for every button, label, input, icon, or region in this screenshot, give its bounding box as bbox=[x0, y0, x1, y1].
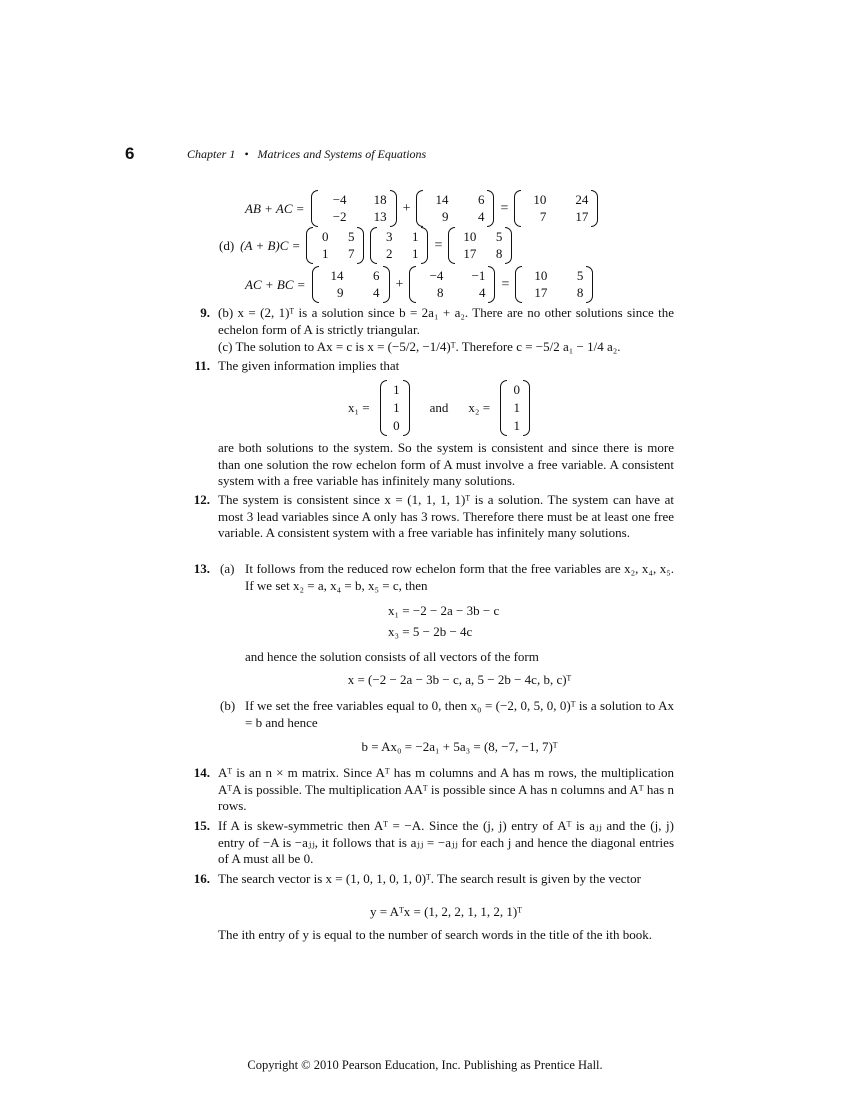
exercise-number: 16. bbox=[193, 871, 210, 886]
matrix-entry: −4 bbox=[429, 268, 444, 283]
part-label: (d) bbox=[219, 237, 235, 253]
matrix-entry: 10 bbox=[463, 229, 477, 244]
matrix-entry: 5 bbox=[495, 229, 503, 244]
equation-d: (d) (A + B)C = 0 5 1 7 3 1 2 1 = 10 5 17 8 bbox=[219, 229, 512, 262]
matrix-entry: 14 bbox=[330, 268, 344, 283]
matrix-entry: 7 bbox=[539, 209, 547, 224]
matrix-entry: 14 bbox=[435, 192, 449, 207]
matrix-entry: −4 bbox=[332, 192, 347, 207]
matrix-entry: 17 bbox=[575, 209, 589, 224]
matrix-entry: 1 bbox=[411, 246, 419, 261]
vector-entry: 0 bbox=[393, 418, 400, 433]
matrix bbox=[311, 192, 397, 225]
matrix bbox=[370, 229, 428, 262]
matrix-entry: 8 bbox=[495, 246, 503, 261]
matrix bbox=[448, 229, 512, 262]
equation-b: b = Ax₀ = −2a₁ + 5a₃ = (8, −7, −1, 7)ᵀ bbox=[361, 739, 558, 754]
matrix-entry: 4 bbox=[373, 285, 380, 300]
equation-x3: x₃ = 5 − 2b − 4c bbox=[388, 624, 473, 639]
page-number: 6 bbox=[125, 144, 135, 163]
equation-x1: x₁ = −2 − 2a − 3b − c bbox=[388, 603, 500, 618]
exercise-13-a: It follows from the reduced row echelon form that the free variables are x₂, x₄, x₅. If we set x₂ = a, x₄ = b, x₅ = c, then bbox=[245, 561, 674, 593]
vector-entry: 1 bbox=[393, 400, 400, 415]
equation-lhs: (A + B)C = bbox=[240, 237, 301, 253]
matrix-entry: −2 bbox=[332, 209, 347, 224]
equation-x-general: x = (−2 − 2a − 3b − c, a, 5 − 2b − 4c, b, c)ᵀ bbox=[347, 672, 572, 687]
matrix-entry: 17 bbox=[534, 285, 548, 300]
matrix-entry: 3 bbox=[385, 229, 393, 244]
exercise-11-text: are both solutions to the system. So the system is consistent and since there is more than one solution the row echelon form of A must involve a free variable. A consistent system with a free variable has infinitely many solutions. bbox=[218, 440, 674, 488]
matrix-entry: 8 bbox=[576, 285, 584, 300]
part-label: (a) bbox=[220, 561, 235, 576]
exercise-16-text: The search vector is x = (1, 0, 1, 0, 1, 0)ᵀ. The search result is given by the vector bbox=[218, 871, 641, 886]
exercise-number: 11. bbox=[194, 358, 210, 373]
matrix-entry: 8 bbox=[436, 285, 444, 300]
exercise-number: 9. bbox=[200, 305, 210, 320]
copyright-footer: Copyright © 2010 Pearson Education, Inc. Publishing as Prentice Hall. bbox=[247, 1058, 603, 1072]
matrix-entry: 10 bbox=[533, 192, 547, 207]
exercise-number: 12. bbox=[193, 492, 210, 507]
vector-entry: 1 bbox=[513, 400, 521, 415]
chapter-title: Matrices and Systems of Equations bbox=[257, 147, 427, 161]
matrix-entry: 5 bbox=[347, 229, 355, 244]
vector-entry: 1 bbox=[513, 418, 521, 433]
vector-x2 bbox=[500, 382, 530, 434]
matrix-entry: 6 bbox=[373, 268, 380, 283]
matrix-entry: 9 bbox=[441, 209, 449, 224]
exercise-9-b: (b) x = (2, 1)ᵀ is a solution since b = 2a₁ + a₂. There are no other solutions since the echelon form of A is strictly triangular. bbox=[218, 305, 674, 337]
matrix-entry: 1 bbox=[411, 229, 419, 244]
matrix-entry: 5 bbox=[576, 268, 584, 283]
matrix-entry: −1 bbox=[471, 268, 486, 283]
part-label: (b) bbox=[220, 698, 236, 713]
exercise-number: 14. bbox=[193, 765, 210, 780]
matrix-entry: 13 bbox=[373, 209, 387, 224]
matrix-entry: 10 bbox=[534, 268, 548, 283]
and-word: and bbox=[429, 400, 449, 415]
equation-lhs: AC + BC = bbox=[245, 276, 306, 292]
equation-ac-bc: AC + BC = 14 6 9 4 + −4 −1 8 4 = 10 5 17 8 bbox=[245, 268, 593, 301]
matrix-entry: 0 bbox=[321, 229, 329, 244]
vector-x1 bbox=[380, 382, 410, 434]
matrix-entry: 2 bbox=[385, 246, 393, 261]
matrix bbox=[312, 268, 390, 301]
vector-entry: 0 bbox=[513, 382, 521, 397]
exercise-number: 15. bbox=[193, 818, 210, 833]
exercise-14-text: Aᵀ is an n × m matrix. Since Aᵀ has m columns and A has m rows, the multiplication AᵀA is possible. The multiplication AAᵀ is possible since A has n columns and Aᵀ has n rows. bbox=[218, 765, 674, 813]
matrix-entry: 4 bbox=[477, 209, 485, 224]
matrix-entry: 6 bbox=[477, 192, 485, 207]
header-bullet: • bbox=[244, 147, 249, 161]
equation-ab-ac: AB + AC = −4 18 −2 13 + 14 6 9 4 = 10 24 7 17 bbox=[245, 192, 598, 225]
chapter-label: Chapter 1 bbox=[187, 147, 236, 161]
matrix-entry: 17 bbox=[463, 246, 477, 261]
x1-label: x₁ = bbox=[348, 400, 370, 415]
x2-label: x₂ = bbox=[468, 400, 491, 415]
matrix bbox=[515, 268, 593, 301]
vector-entry: 1 bbox=[393, 382, 400, 397]
equation-x1-x2 bbox=[348, 382, 530, 434]
equation-y: y = Aᵀx = (1, 2, 2, 1, 1, 2, 1)ᵀ bbox=[370, 904, 522, 919]
matrix-entry: 24 bbox=[575, 192, 589, 207]
matrix-entry: 18 bbox=[373, 192, 387, 207]
exercise-number: 13. bbox=[193, 561, 210, 576]
exercise-15-text: If A is skew-symmetric then Aᵀ = −A. Since the (j, j) entry of Aᵀ is aⱼⱼ and the (j, j) entry of −A is −aⱼⱼ, it follows that is aⱼⱼ = −aⱼⱼ for each j and hence the diagonal entries of A must all be 0. bbox=[218, 818, 674, 866]
running-header bbox=[187, 147, 426, 162]
exercise-13-a-text2: and hence the solution consists of all vectors of the form bbox=[245, 649, 539, 664]
matrix-entry: 7 bbox=[347, 246, 355, 261]
equation-lhs: AB + AC = bbox=[245, 200, 305, 216]
exercise-9-c: (c) The solution to Ax = c is x = (−5/2, −1/4)ᵀ. Therefore c = −5/2 a₁ − 1/4 a₂. bbox=[218, 339, 621, 354]
matrix bbox=[306, 229, 364, 262]
matrix bbox=[514, 192, 598, 225]
exercise-11-intro: The given information implies that bbox=[218, 358, 400, 373]
matrix-entry: 4 bbox=[478, 285, 486, 300]
matrix-entry: 9 bbox=[337, 285, 344, 300]
exercise-13-b: If we set the free variables equal to 0, then x₀ = (−2, 0, 5, 0, 0)ᵀ is a solution to Ax = b and hence bbox=[245, 698, 674, 730]
matrix bbox=[409, 268, 495, 301]
exercise-16-text2: The ith entry of y is equal to the number of search words in the title of the ith book. bbox=[218, 927, 652, 942]
exercise-12-text: The system is consistent since x = (1, 1, 1, 1)ᵀ is a solution. The system can have at most 3 lead variables since A only has 3 rows. Therefore there must be at least one free variable. A consistent system with a free variable has infinitely many solutions. bbox=[218, 492, 674, 540]
matrix-entry: 1 bbox=[321, 246, 329, 261]
matrix bbox=[416, 192, 494, 225]
